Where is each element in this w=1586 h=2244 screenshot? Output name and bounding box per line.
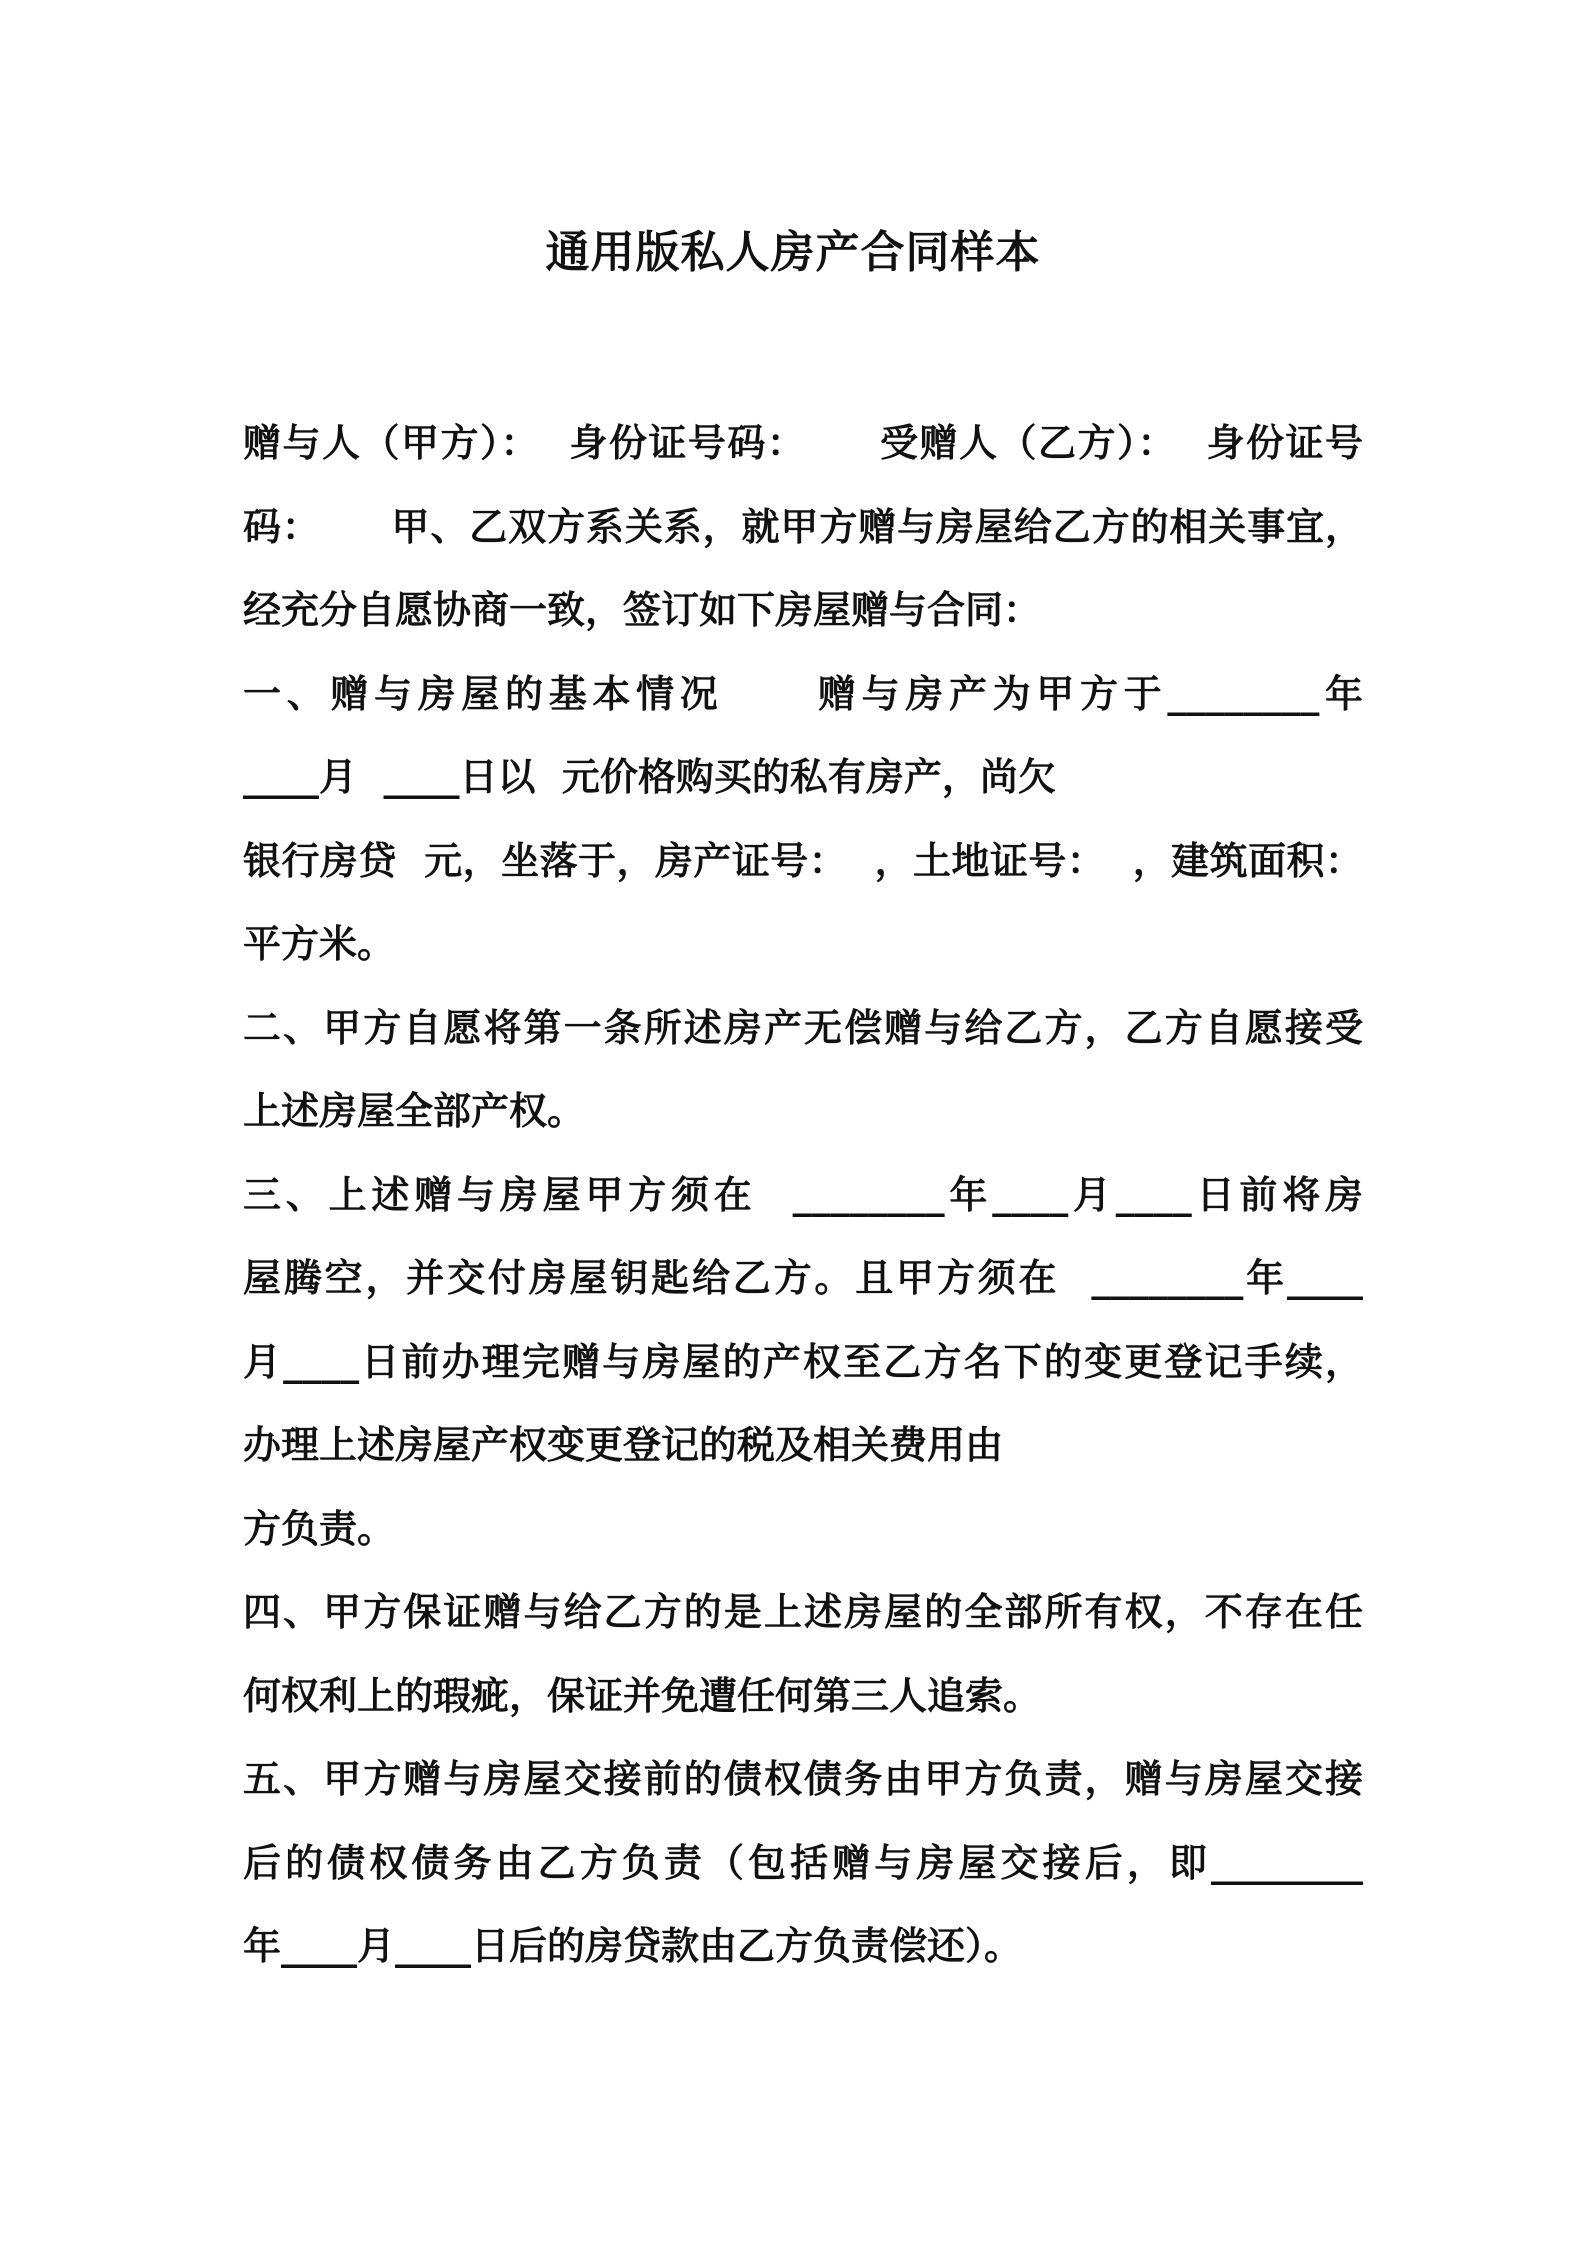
body-line: 方负责。 — [243, 1506, 396, 1551]
document-body — [243, 402, 1363, 1989]
body-line: 三、上述赠与房屋甲方须在 ________年____月____日前将房 — [243, 1172, 1363, 1217]
body-line: 屋腾空，并交付房屋钥匙给乙方。且甲方须在 ________年____ — [243, 1256, 1363, 1300]
document-title: 通用版私人房产合同样本 — [545, 227, 1041, 278]
body-line: 经充分自愿协商一致，签订如下房屋赠与合同： — [243, 588, 1042, 632]
body-line: 办理上述房屋产权变更登记的税及相关费用由 — [243, 1423, 1004, 1467]
body-line: ____月 ____日以 元价格购买的私有房产，尚欠 — [243, 755, 1056, 799]
body-line: 一、赠与房屋的基本情况 赠与房产为甲方于________年 — [243, 671, 1363, 716]
body-line: 码： 甲、乙双方系关系，就甲方赠与房屋给乙方的相关事宜， — [243, 504, 1363, 549]
body-line: 年____月____日后的房贷款由乙方负责偿还）。 — [243, 1924, 1023, 1968]
body-line: 银行房贷 元，坐落于，房产证号： ，土地证号： ，建筑面积： — [243, 838, 1363, 883]
body-line: 二、甲方自愿将第一条所述房产无偿赠与给乙方，乙方自愿接受 — [243, 1005, 1363, 1050]
body-line: 平方米。 — [243, 922, 396, 966]
body-line: 赠与人（甲方）： 身份证号码： 受赠人（乙方）： 身份证号 — [243, 421, 1363, 465]
body-line: 后的债权债务由乙方负责（包括赠与房屋交接后，即________ — [243, 1840, 1363, 1885]
body-line: 月____日前办理完赠与房屋的产权至乙方名下的变更登记手续， — [243, 1339, 1363, 1384]
body-line: 何权利上的瑕疵，保证并免遭任何第三人追索。 — [243, 1673, 1042, 1718]
body-line: 四、甲方保证赠与给乙方的是上述房屋的全部所有权，不存在任 — [243, 1590, 1363, 1634]
body-line: 上述房屋全部产权。 — [243, 1089, 586, 1133]
body-line: 五、甲方赠与房屋交接前的债权债务由甲方负责，赠与房屋交接 — [243, 1757, 1363, 1801]
